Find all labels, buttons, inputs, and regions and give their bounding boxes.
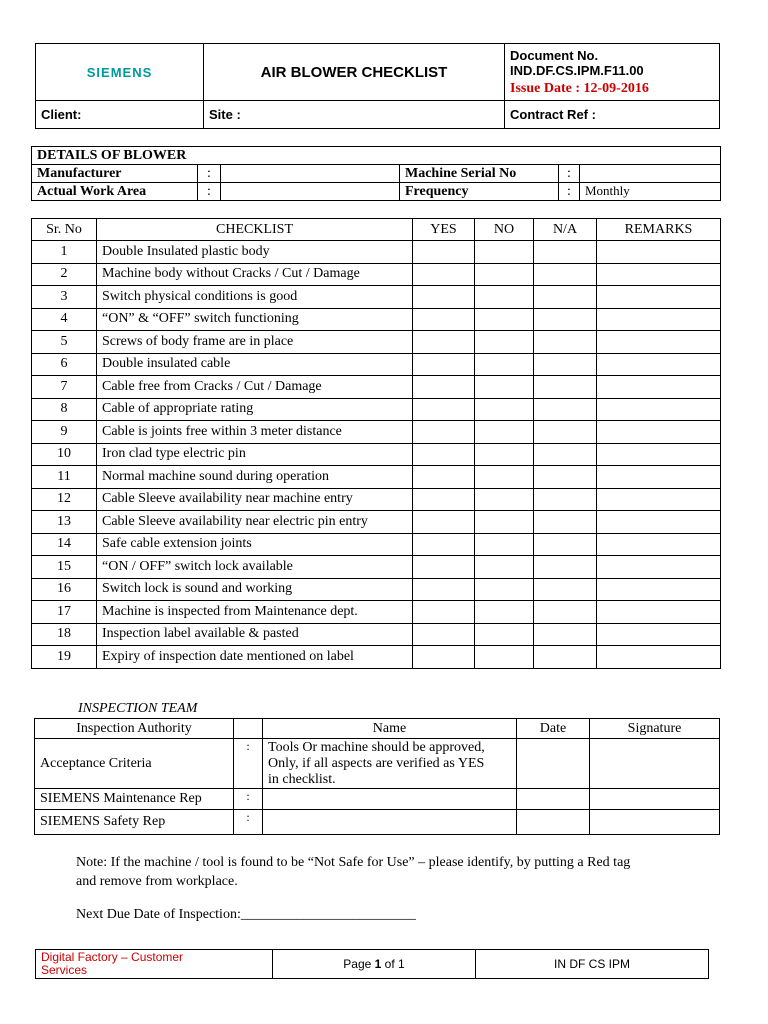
remarks-cell[interactable] xyxy=(597,421,721,444)
checklist-item: Iron clad type electric pin xyxy=(97,443,413,466)
document-header xyxy=(35,43,720,129)
acceptance-signature[interactable] xyxy=(590,739,720,789)
checklist-row xyxy=(32,466,721,489)
contract-label: Contract Ref : xyxy=(505,101,720,129)
checklist-item: Safe cable extension joints xyxy=(97,533,413,556)
na-cell[interactable] xyxy=(534,353,597,376)
inspection-table xyxy=(34,718,720,835)
sr-no: 19 xyxy=(32,646,97,669)
safety-signature[interactable] xyxy=(590,810,720,835)
note-line: Note: If the machine / tool is found to be “Not Safe for Use” – please identify, by putting a Red tag xyxy=(76,855,631,870)
inspection-team-title: INSPECTION TEAM xyxy=(78,701,198,716)
footer-department-line: Services xyxy=(41,963,88,977)
safety-label: SIEMENS Safety Rep xyxy=(35,810,234,835)
siemens-logo: SIEMENS xyxy=(36,44,204,101)
yes-cell[interactable] xyxy=(413,646,475,669)
issue-date: Issue Date : 12-09-2016 xyxy=(510,81,649,96)
sr-no: 6 xyxy=(32,353,97,376)
checklist-item: Machine is inspected from Maintenance dept. xyxy=(97,601,413,624)
doc-no: IND.DF.CS.IPM.F11.00 xyxy=(510,63,644,78)
checklist-item: Cable is joints free within 3 meter distance xyxy=(97,421,413,444)
no-cell[interactable] xyxy=(475,241,534,264)
checklist-item: “ON / OFF” switch lock available xyxy=(97,556,413,579)
yes-cell[interactable] xyxy=(413,241,475,264)
no-cell[interactable] xyxy=(475,353,534,376)
checklist-table xyxy=(31,218,721,669)
no-cell[interactable] xyxy=(475,623,534,646)
footer-page xyxy=(273,950,476,979)
sr-no: 8 xyxy=(32,398,97,421)
na-cell[interactable] xyxy=(534,308,597,331)
acceptance-line: in checklist. xyxy=(268,772,336,787)
col-signature: Signature xyxy=(590,719,720,739)
checklist-row xyxy=(32,376,721,399)
sr-no: 4 xyxy=(32,308,97,331)
acceptance-row xyxy=(35,739,720,789)
checklist-item: Normal machine sound during operation xyxy=(97,466,413,489)
area-value[interactable] xyxy=(221,183,400,201)
remarks-cell[interactable] xyxy=(597,263,721,286)
remarks-cell[interactable] xyxy=(597,331,721,354)
col-no: NO xyxy=(475,219,534,241)
frequency-value: Monthly xyxy=(580,183,721,201)
col-checklist: CHECKLIST xyxy=(97,219,413,241)
page-suffix: of 1 xyxy=(381,957,405,971)
no-cell[interactable] xyxy=(475,286,534,309)
remarks-cell[interactable] xyxy=(597,353,721,376)
serial-value[interactable] xyxy=(580,165,721,183)
na-cell[interactable] xyxy=(534,421,597,444)
document-title: AIR BLOWER CHECKLIST xyxy=(204,44,505,101)
na-cell[interactable] xyxy=(534,286,597,309)
yes-cell[interactable] xyxy=(413,533,475,556)
sr-no: 3 xyxy=(32,286,97,309)
document-footer xyxy=(35,949,709,979)
checklist-item: Cable Sleeve availability near machine entry xyxy=(97,488,413,511)
remarks-cell[interactable] xyxy=(597,286,721,309)
acceptance-line: Only, if all aspects are verified as YES xyxy=(268,756,485,771)
colon: : xyxy=(559,183,580,201)
checklist-item: Inspection label available & pasted xyxy=(97,623,413,646)
col-colon xyxy=(234,719,263,739)
acceptance-text xyxy=(263,739,517,789)
yes-cell[interactable] xyxy=(413,376,475,399)
checklist-row xyxy=(32,578,721,601)
na-cell[interactable] xyxy=(534,601,597,624)
checklist-header-row xyxy=(32,219,721,241)
sr-no: 10 xyxy=(32,443,97,466)
checklist-item: Double insulated cable xyxy=(97,353,413,376)
no-cell[interactable] xyxy=(475,511,534,534)
maintenance-signature[interactable] xyxy=(590,789,720,810)
sr-no: 9 xyxy=(32,421,97,444)
doc-no-label: Document No. xyxy=(510,48,599,63)
checklist-row xyxy=(32,353,721,376)
sr-no: 11 xyxy=(32,466,97,489)
na-cell[interactable] xyxy=(534,511,597,534)
no-cell[interactable] xyxy=(475,421,534,444)
client-label: Client: xyxy=(36,101,204,129)
footer-department-line: Digital Factory – Customer xyxy=(41,950,184,964)
no-cell[interactable] xyxy=(475,601,534,624)
yes-cell[interactable] xyxy=(413,601,475,624)
frequency-label: Frequency xyxy=(400,183,559,201)
page-number: 1 xyxy=(374,957,382,971)
col-authority: Inspection Authority xyxy=(35,719,234,739)
checklist-row xyxy=(32,556,721,579)
na-cell[interactable] xyxy=(534,376,597,399)
no-cell[interactable] xyxy=(475,533,534,556)
checklist-item: Cable Sleeve availability near electric pin entry xyxy=(97,511,413,534)
sr-no: 16 xyxy=(32,578,97,601)
document-info xyxy=(505,44,720,101)
colon: : xyxy=(234,789,263,810)
yes-cell[interactable] xyxy=(413,623,475,646)
col-name: Name xyxy=(263,719,517,739)
checklist-row xyxy=(32,488,721,511)
na-cell[interactable] xyxy=(534,466,597,489)
sr-no: 18 xyxy=(32,623,97,646)
remarks-cell[interactable] xyxy=(597,578,721,601)
remarks-cell[interactable] xyxy=(597,533,721,556)
colon: : xyxy=(198,165,221,183)
sr-no: 13 xyxy=(32,511,97,534)
site-label: Site : xyxy=(204,101,505,129)
inspection-header-row xyxy=(35,719,720,739)
checklist-item: Switch lock is sound and working xyxy=(97,578,413,601)
yes-cell[interactable] xyxy=(413,353,475,376)
no-cell[interactable] xyxy=(475,488,534,511)
footer-department xyxy=(36,950,273,979)
yes-cell[interactable] xyxy=(413,556,475,579)
checklist-item: “ON” & “OFF” switch functioning xyxy=(97,308,413,331)
yes-cell[interactable] xyxy=(413,511,475,534)
sr-no: 5 xyxy=(32,331,97,354)
checklist-item: Cable free from Cracks / Cut / Damage xyxy=(97,376,413,399)
na-cell[interactable] xyxy=(534,578,597,601)
footer-code: IN DF CS IPM xyxy=(476,950,709,979)
no-cell[interactable] xyxy=(475,308,534,331)
sr-no: 1 xyxy=(32,241,97,264)
checklist-row xyxy=(32,421,721,444)
checklist-item: Expiry of inspection date mentioned on label xyxy=(97,646,413,669)
na-cell[interactable] xyxy=(534,623,597,646)
colon: : xyxy=(234,810,263,835)
remarks-cell[interactable] xyxy=(597,623,721,646)
checklist-row xyxy=(32,533,721,556)
remarks-cell[interactable] xyxy=(597,556,721,579)
col-remarks: REMARKS xyxy=(597,219,721,241)
na-cell[interactable] xyxy=(534,646,597,669)
col-na: N/A xyxy=(534,219,597,241)
checklist-row xyxy=(32,623,721,646)
safety-name[interactable] xyxy=(263,810,517,835)
sr-no: 15 xyxy=(32,556,97,579)
col-yes: YES xyxy=(413,219,475,241)
maintenance-row xyxy=(35,789,720,810)
checklist-row xyxy=(32,263,721,286)
yes-cell[interactable] xyxy=(413,331,475,354)
checklist-row xyxy=(32,331,721,354)
checklist-row xyxy=(32,601,721,624)
checklist-item: Switch physical conditions is good xyxy=(97,286,413,309)
col-sr-no: Sr. No xyxy=(32,219,97,241)
checklist-item: Machine body without Cracks / Cut / Damage xyxy=(97,263,413,286)
remarks-cell[interactable] xyxy=(597,376,721,399)
safety-date[interactable] xyxy=(517,810,590,835)
remarks-cell[interactable] xyxy=(597,241,721,264)
checklist-row xyxy=(32,308,721,331)
serial-label: Machine Serial No xyxy=(400,165,559,183)
maintenance-label: SIEMENS Maintenance Rep xyxy=(35,789,234,810)
sr-no: 12 xyxy=(32,488,97,511)
no-cell[interactable] xyxy=(475,578,534,601)
checklist-row xyxy=(32,511,721,534)
yes-cell[interactable] xyxy=(413,443,475,466)
checklist-row xyxy=(32,398,721,421)
acceptance-line: Tools Or machine should be approved, xyxy=(268,740,485,755)
yes-cell[interactable] xyxy=(413,263,475,286)
yes-cell[interactable] xyxy=(413,286,475,309)
na-cell[interactable] xyxy=(534,443,597,466)
na-cell[interactable] xyxy=(534,556,597,579)
yes-cell[interactable] xyxy=(413,578,475,601)
maintenance-date[interactable] xyxy=(517,789,590,810)
checklist-item: Cable of appropriate rating xyxy=(97,398,413,421)
remarks-cell[interactable] xyxy=(597,308,721,331)
na-cell[interactable] xyxy=(534,241,597,264)
yes-cell[interactable] xyxy=(413,421,475,444)
na-cell[interactable] xyxy=(534,533,597,556)
maintenance-name[interactable] xyxy=(263,789,517,810)
acceptance-label: Acceptance Criteria xyxy=(35,739,234,789)
no-cell[interactable] xyxy=(475,331,534,354)
checklist-item: Double Insulated plastic body xyxy=(97,241,413,264)
remarks-cell[interactable] xyxy=(597,443,721,466)
next-due-date: Next Due Date of Inspection:_________________________ xyxy=(76,907,416,922)
na-cell[interactable] xyxy=(534,398,597,421)
checklist-row xyxy=(32,646,721,669)
sr-no: 17 xyxy=(32,601,97,624)
na-cell[interactable] xyxy=(534,488,597,511)
colon: : xyxy=(559,165,580,183)
sr-no: 14 xyxy=(32,533,97,556)
checklist-row xyxy=(32,286,721,309)
no-cell[interactable] xyxy=(475,556,534,579)
remarks-cell[interactable] xyxy=(597,601,721,624)
no-cell[interactable] xyxy=(475,466,534,489)
remarks-cell[interactable] xyxy=(597,646,721,669)
note-line: and remove from workplace. xyxy=(76,874,238,889)
checklist-item: Screws of body frame are in place xyxy=(97,331,413,354)
no-cell[interactable] xyxy=(475,398,534,421)
remarks-cell[interactable] xyxy=(597,466,721,489)
no-cell[interactable] xyxy=(475,376,534,399)
safety-row xyxy=(35,810,720,835)
remarks-cell[interactable] xyxy=(597,398,721,421)
no-cell[interactable] xyxy=(475,263,534,286)
details-heading: DETAILS OF BLOWER xyxy=(32,147,721,165)
page-prefix: Page xyxy=(343,957,375,971)
yes-cell[interactable] xyxy=(413,398,475,421)
blower-details xyxy=(31,146,721,201)
area-label: Actual Work Area xyxy=(32,183,198,201)
remarks-cell[interactable] xyxy=(597,511,721,534)
na-cell[interactable] xyxy=(534,331,597,354)
col-date: Date xyxy=(517,719,590,739)
yes-cell[interactable] xyxy=(413,308,475,331)
sr-no: 2 xyxy=(32,263,97,286)
remarks-cell[interactable] xyxy=(597,488,721,511)
safety-note xyxy=(76,853,716,891)
colon: : xyxy=(234,739,263,789)
no-cell[interactable] xyxy=(475,646,534,669)
na-cell[interactable] xyxy=(534,263,597,286)
checklist-row xyxy=(32,241,721,264)
manufacturer-label: Manufacturer xyxy=(32,165,198,183)
checklist-row xyxy=(32,443,721,466)
yes-cell[interactable] xyxy=(413,488,475,511)
manufacturer-value[interactable] xyxy=(221,165,400,183)
no-cell[interactable] xyxy=(475,443,534,466)
sr-no: 7 xyxy=(32,376,97,399)
colon: : xyxy=(198,183,221,201)
yes-cell[interactable] xyxy=(413,466,475,489)
acceptance-date[interactable] xyxy=(517,739,590,789)
